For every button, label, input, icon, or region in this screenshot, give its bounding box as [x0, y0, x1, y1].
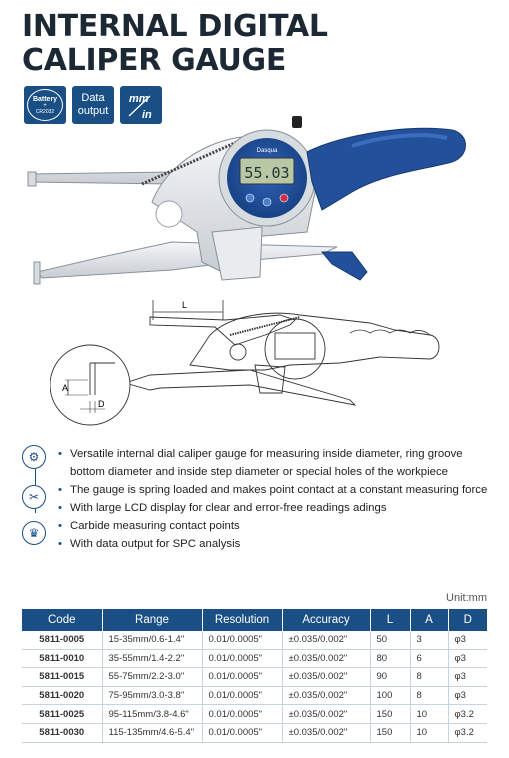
trophy-icon: ♛ — [22, 521, 46, 545]
table-row: 5811-0010 35-55mm/1.4-2.2" 0.01/0.0005" ±0.035/0.002" 80 6 φ3 — [22, 649, 487, 668]
feature-item: • Carbide measuring contact points — [56, 517, 496, 535]
col-range: Range — [102, 609, 202, 631]
feature-item: • With data output for SPC analysis — [56, 535, 496, 553]
unit-label: Unit:mm — [446, 592, 487, 604]
title-line-2: CALIPER GAUGE — [22, 43, 287, 78]
feature-item: • With large LCD display for clear and error-free readings adings — [56, 499, 496, 517]
table-row: 5811-0015 55-75mm/2.2-3.0" 0.01/0.0005" ±0.035/0.002" 90 8 φ3 — [22, 668, 487, 687]
svg-text:mm: mm — [129, 93, 149, 105]
col-l: L — [370, 609, 410, 631]
spec-table — [22, 609, 487, 743]
feature-item: • Versatile internal dial caliper gauge for measuring inside diameter, ring groove bottom diameter and inside step diameter or special holes of the workpiece — [56, 445, 496, 481]
product-photo — [22, 112, 482, 292]
data-output-badge: Data output — [72, 86, 114, 124]
a-label: A — [62, 383, 69, 393]
dimension-drawing — [50, 295, 450, 435]
feature-item: • The gauge is spring loaded and makes point contact at a constant measuring force — [56, 481, 496, 499]
tools-icon: ✂ — [22, 485, 46, 509]
table-row: 5811-0025 95-115mm/3.8-4.6" 0.01/0.0005" ±0.035/0.002" 150 10 φ3.2 — [22, 705, 487, 724]
gear-icon: ⚙ — [22, 445, 46, 469]
col-code: Code — [22, 609, 102, 631]
page-title — [22, 10, 442, 78]
table-row: 5811-0020 75-95mm/3.0-3.8" 0.01/0.0005" ±0.035/0.002" 100 8 φ3 — [22, 686, 487, 705]
lcd-reading: 55.03 — [244, 164, 290, 182]
feature-list — [56, 445, 496, 553]
battery-icon: Battery + CR2032 — [27, 89, 63, 121]
top-button-icon — [292, 116, 302, 128]
col-resolution: Resolution — [202, 609, 282, 631]
d-label: D — [98, 399, 105, 409]
col-a: A — [410, 609, 448, 631]
table-row: 5811-0030 115-135mm/4.6-5.4" 0.01/0.0005" ±0.035/0.002" 150 10 φ3.2 — [22, 723, 487, 742]
title-line-1: INTERNAL DIGITAL — [22, 9, 328, 44]
col-accuracy: Accuracy — [282, 609, 370, 631]
svg-text:in: in — [142, 109, 152, 121]
table-row: 5811-0005 15-35mm/0.6-1.4" 0.01/0.0005" ±0.035/0.002" 50 3 φ3 — [22, 631, 487, 649]
col-d: D — [448, 609, 487, 631]
length-label: L — [182, 300, 188, 310]
table-header-row — [22, 609, 487, 631]
brand-label: Dasqua — [256, 148, 278, 154]
